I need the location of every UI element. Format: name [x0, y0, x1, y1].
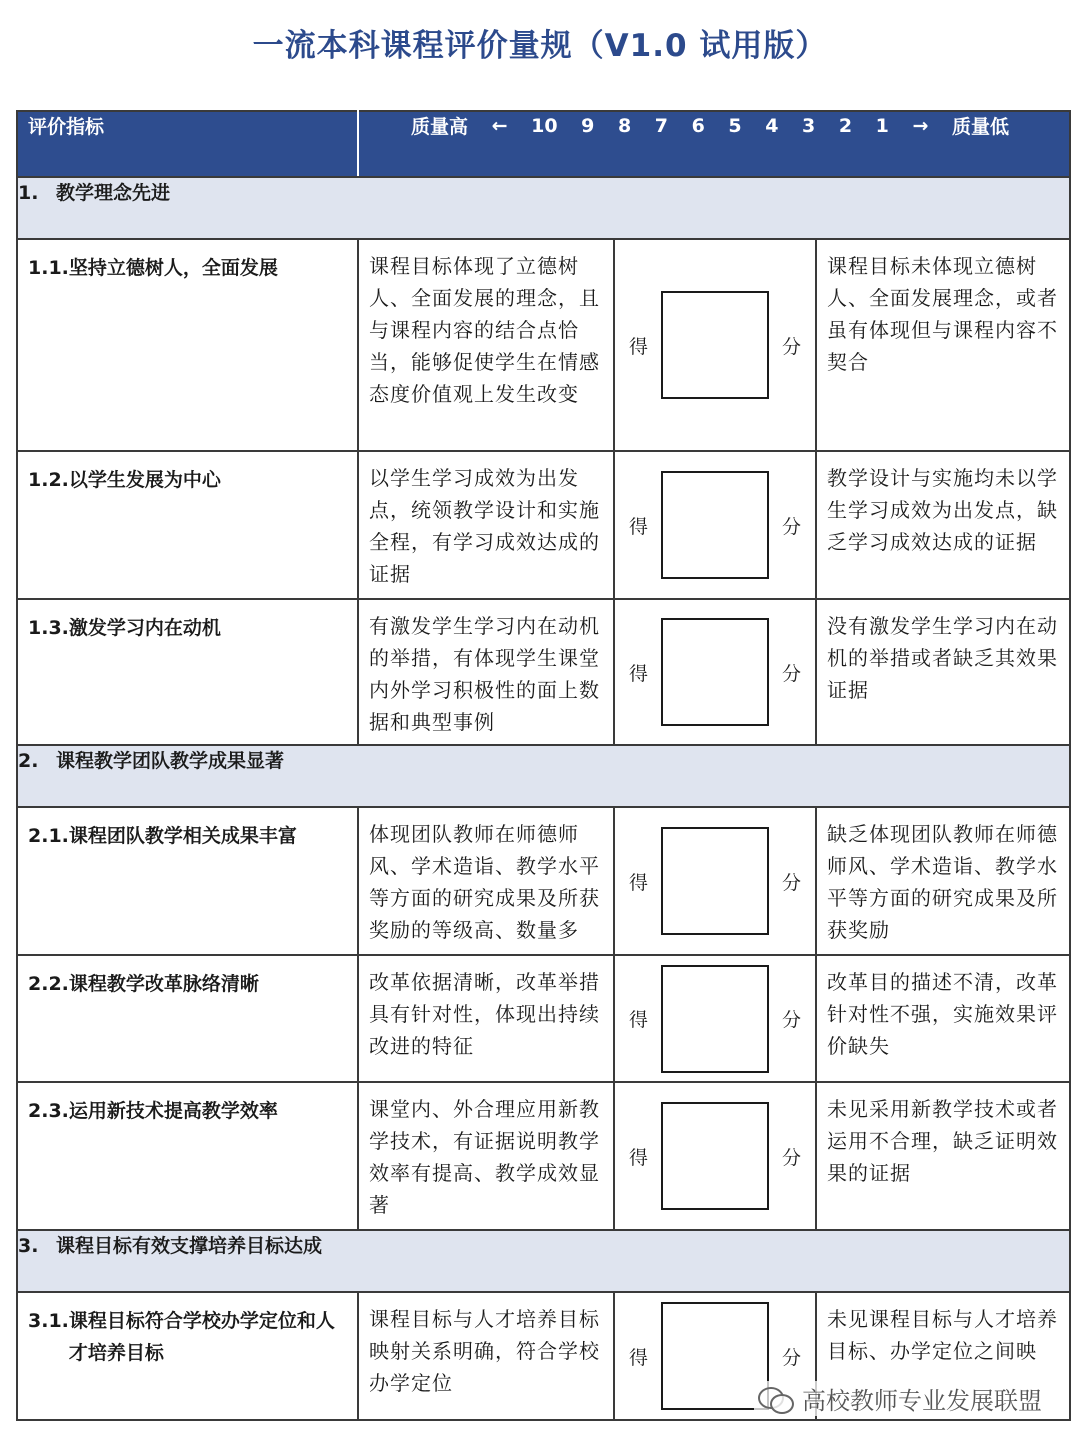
indicator-name: 运用新技术提高教学效率 [68, 1100, 278, 1122]
section-title-cell [17, 1230, 1070, 1292]
table-header-row [17, 111, 1070, 177]
high-quality-label: 质量高 [411, 116, 469, 138]
quality-scale [359, 112, 1069, 139]
score-cell [614, 955, 816, 1082]
section-title: 教学理念先进 [56, 182, 171, 204]
section-number: 3. [18, 1235, 39, 1257]
score-fen-label: 分 [781, 662, 801, 685]
low-quality-description: 没有激发学生学习内在动机的举措或者缺乏其效果证据 [816, 599, 1070, 745]
indicator-code: 1.2. [28, 469, 69, 491]
high-quality-description: 改革依据清晰，改革举措具有针对性，体现出持续改进的特征 [358, 955, 614, 1082]
indicator-name: 激发学习内在动机 [68, 617, 221, 639]
score-de-label: 得 [629, 1346, 649, 1369]
score-fen-label: 分 [781, 1009, 801, 1031]
low-quality-description: 教学设计与实施均未以学生学习成效为出发点，缺乏学习成效达成的证据 [816, 451, 1070, 599]
high-quality-description: 课程目标与人才培养目标映射关系明确，符合学校办学定位 [358, 1292, 614, 1420]
section-title: 课程教学团队教学成果显著 [56, 750, 285, 772]
watermark-text: 高校教师专业发展联盟 [802, 1387, 1042, 1415]
score-de-label: 得 [629, 515, 649, 538]
score-input-box[interactable] [661, 291, 769, 399]
watermark [754, 1381, 1046, 1416]
scale-6: 6 [691, 114, 705, 137]
high-quality-description: 课程目标体现了立德树人、全面发展的理念，且与课程内容的结合点恰当，能够促使学生在情感态度价值观上发生改变 [358, 239, 614, 451]
indicator-name: 课程教学改革脉络清晰 [68, 973, 259, 995]
score-fen-label: 分 [781, 1146, 801, 1169]
high-quality-description: 以学生学习成效为出发点，统领教学设计和实施全程，有学习成效达成的证据 [358, 451, 614, 599]
score-de-label: 得 [629, 335, 649, 358]
indicator-row [17, 1082, 1070, 1230]
score-input-box[interactable] [661, 1102, 769, 1210]
indicator-code: 1.1. [28, 257, 69, 279]
score-input-box[interactable] [661, 965, 769, 1073]
scale-3: 3 [802, 114, 816, 137]
scale-10: 10 [531, 114, 558, 137]
indicator-code: 2.2. [28, 973, 69, 995]
indicator-row [17, 239, 1070, 451]
score-cell [614, 239, 816, 451]
indicator-name: 课程目标符合学校办学定位和人才培养目标 [68, 1310, 335, 1364]
indicator-cell [17, 1292, 358, 1420]
section-title-cell [17, 745, 1070, 807]
left-arrow-icon: ← [491, 114, 508, 137]
indicator-code: 2.1. [28, 825, 69, 847]
scale-2: 2 [838, 114, 853, 137]
low-quality-description: 未见课程目标与人才培养目标、办学定位之间映 [816, 1292, 1070, 1420]
indicator-name: 以学生发展为中心 [68, 469, 221, 491]
scale-4: 4 [765, 114, 779, 137]
low-quality-label: 质量低 [951, 116, 1009, 138]
rubric-table [16, 110, 1071, 1421]
indicator-row [17, 955, 1070, 1082]
section-row [17, 1230, 1070, 1292]
indicator-name: 课程团队教学相关成果丰富 [68, 825, 297, 847]
scale-1: 1 [875, 114, 889, 137]
indicator-cell [17, 239, 358, 451]
section-title-cell [17, 177, 1070, 239]
score-cell [614, 807, 816, 955]
indicator-cell [17, 1082, 358, 1230]
section-number: 1. [18, 182, 39, 204]
scale-9: 9 [581, 114, 595, 137]
section-row [17, 745, 1070, 807]
low-quality-description: 缺乏体现团队教师在师德师风、学术造诣、教学水平等方面的研究成果及所获奖励 [816, 807, 1070, 955]
score-de-label: 得 [629, 1009, 649, 1031]
indicator-code: 2.3. [28, 1100, 69, 1122]
wechat-icon [758, 1385, 794, 1413]
score-fen-label: 分 [781, 871, 801, 894]
score-input-box[interactable] [661, 827, 769, 935]
indicator-cell [17, 955, 358, 1082]
indicator-row [17, 599, 1070, 745]
scale-8: 8 [617, 114, 632, 137]
indicator-cell [17, 807, 358, 955]
indicator-code: 1.3. [28, 617, 69, 639]
score-de-label: 得 [629, 1146, 649, 1169]
section-number: 2. [18, 750, 39, 772]
right-arrow-icon: → [912, 114, 929, 137]
section-row [17, 177, 1070, 239]
score-de-label: 得 [629, 662, 649, 685]
indicator-row [17, 807, 1070, 955]
score-fen-label: 分 [781, 515, 801, 538]
indicator-code: 3.1. [28, 1310, 69, 1332]
low-quality-description: 课程目标未体现立德树人、全面发展理念，或者虽有体现但与课程内容不契合 [816, 239, 1070, 451]
score-input-box[interactable] [661, 471, 769, 579]
indicator-row [17, 451, 1070, 599]
low-quality-description: 未见采用新教学技术或者运用不合理，缺乏证明效果的证据 [816, 1082, 1070, 1230]
low-quality-description: 改革目的描述不清，改革针对性不强，实施效果评价缺失 [816, 955, 1070, 1082]
score-de-label: 得 [629, 871, 649, 894]
indicator-header: 评价指标 [17, 111, 358, 177]
high-quality-description: 有激发学生学习内在动机的举措，有体现学生课堂内外学习积极性的面上数据和典型事例 [358, 599, 614, 745]
score-cell [614, 451, 816, 599]
score-fen-label: 分 [781, 335, 801, 358]
section-title: 课程目标有效支撑培养目标达成 [56, 1235, 323, 1257]
high-quality-description: 课堂内、外合理应用新教学技术，有证据说明教学效率有提高、教学成效显著 [358, 1082, 614, 1230]
high-quality-description: 体现团队教师在师德师风、学术造诣、教学水平等方面的研究成果及所获奖励的等级高、数量多 [358, 807, 614, 955]
score-input-box[interactable] [661, 618, 769, 726]
score-cell [614, 599, 816, 745]
indicator-name: 坚持立德树人，全面发展 [68, 257, 278, 279]
score-cell [614, 1082, 816, 1230]
quality-scale-header [358, 111, 1070, 177]
scale-7: 7 [654, 114, 668, 137]
scale-5: 5 [728, 114, 742, 137]
indicator-cell [17, 451, 358, 599]
page-title: 一流本科课程评价量规（V1.0 试用版） [252, 28, 828, 64]
score-fen-label: 分 [781, 1346, 801, 1369]
score-input-box[interactable] [661, 1302, 769, 1410]
indicator-cell [17, 599, 358, 745]
